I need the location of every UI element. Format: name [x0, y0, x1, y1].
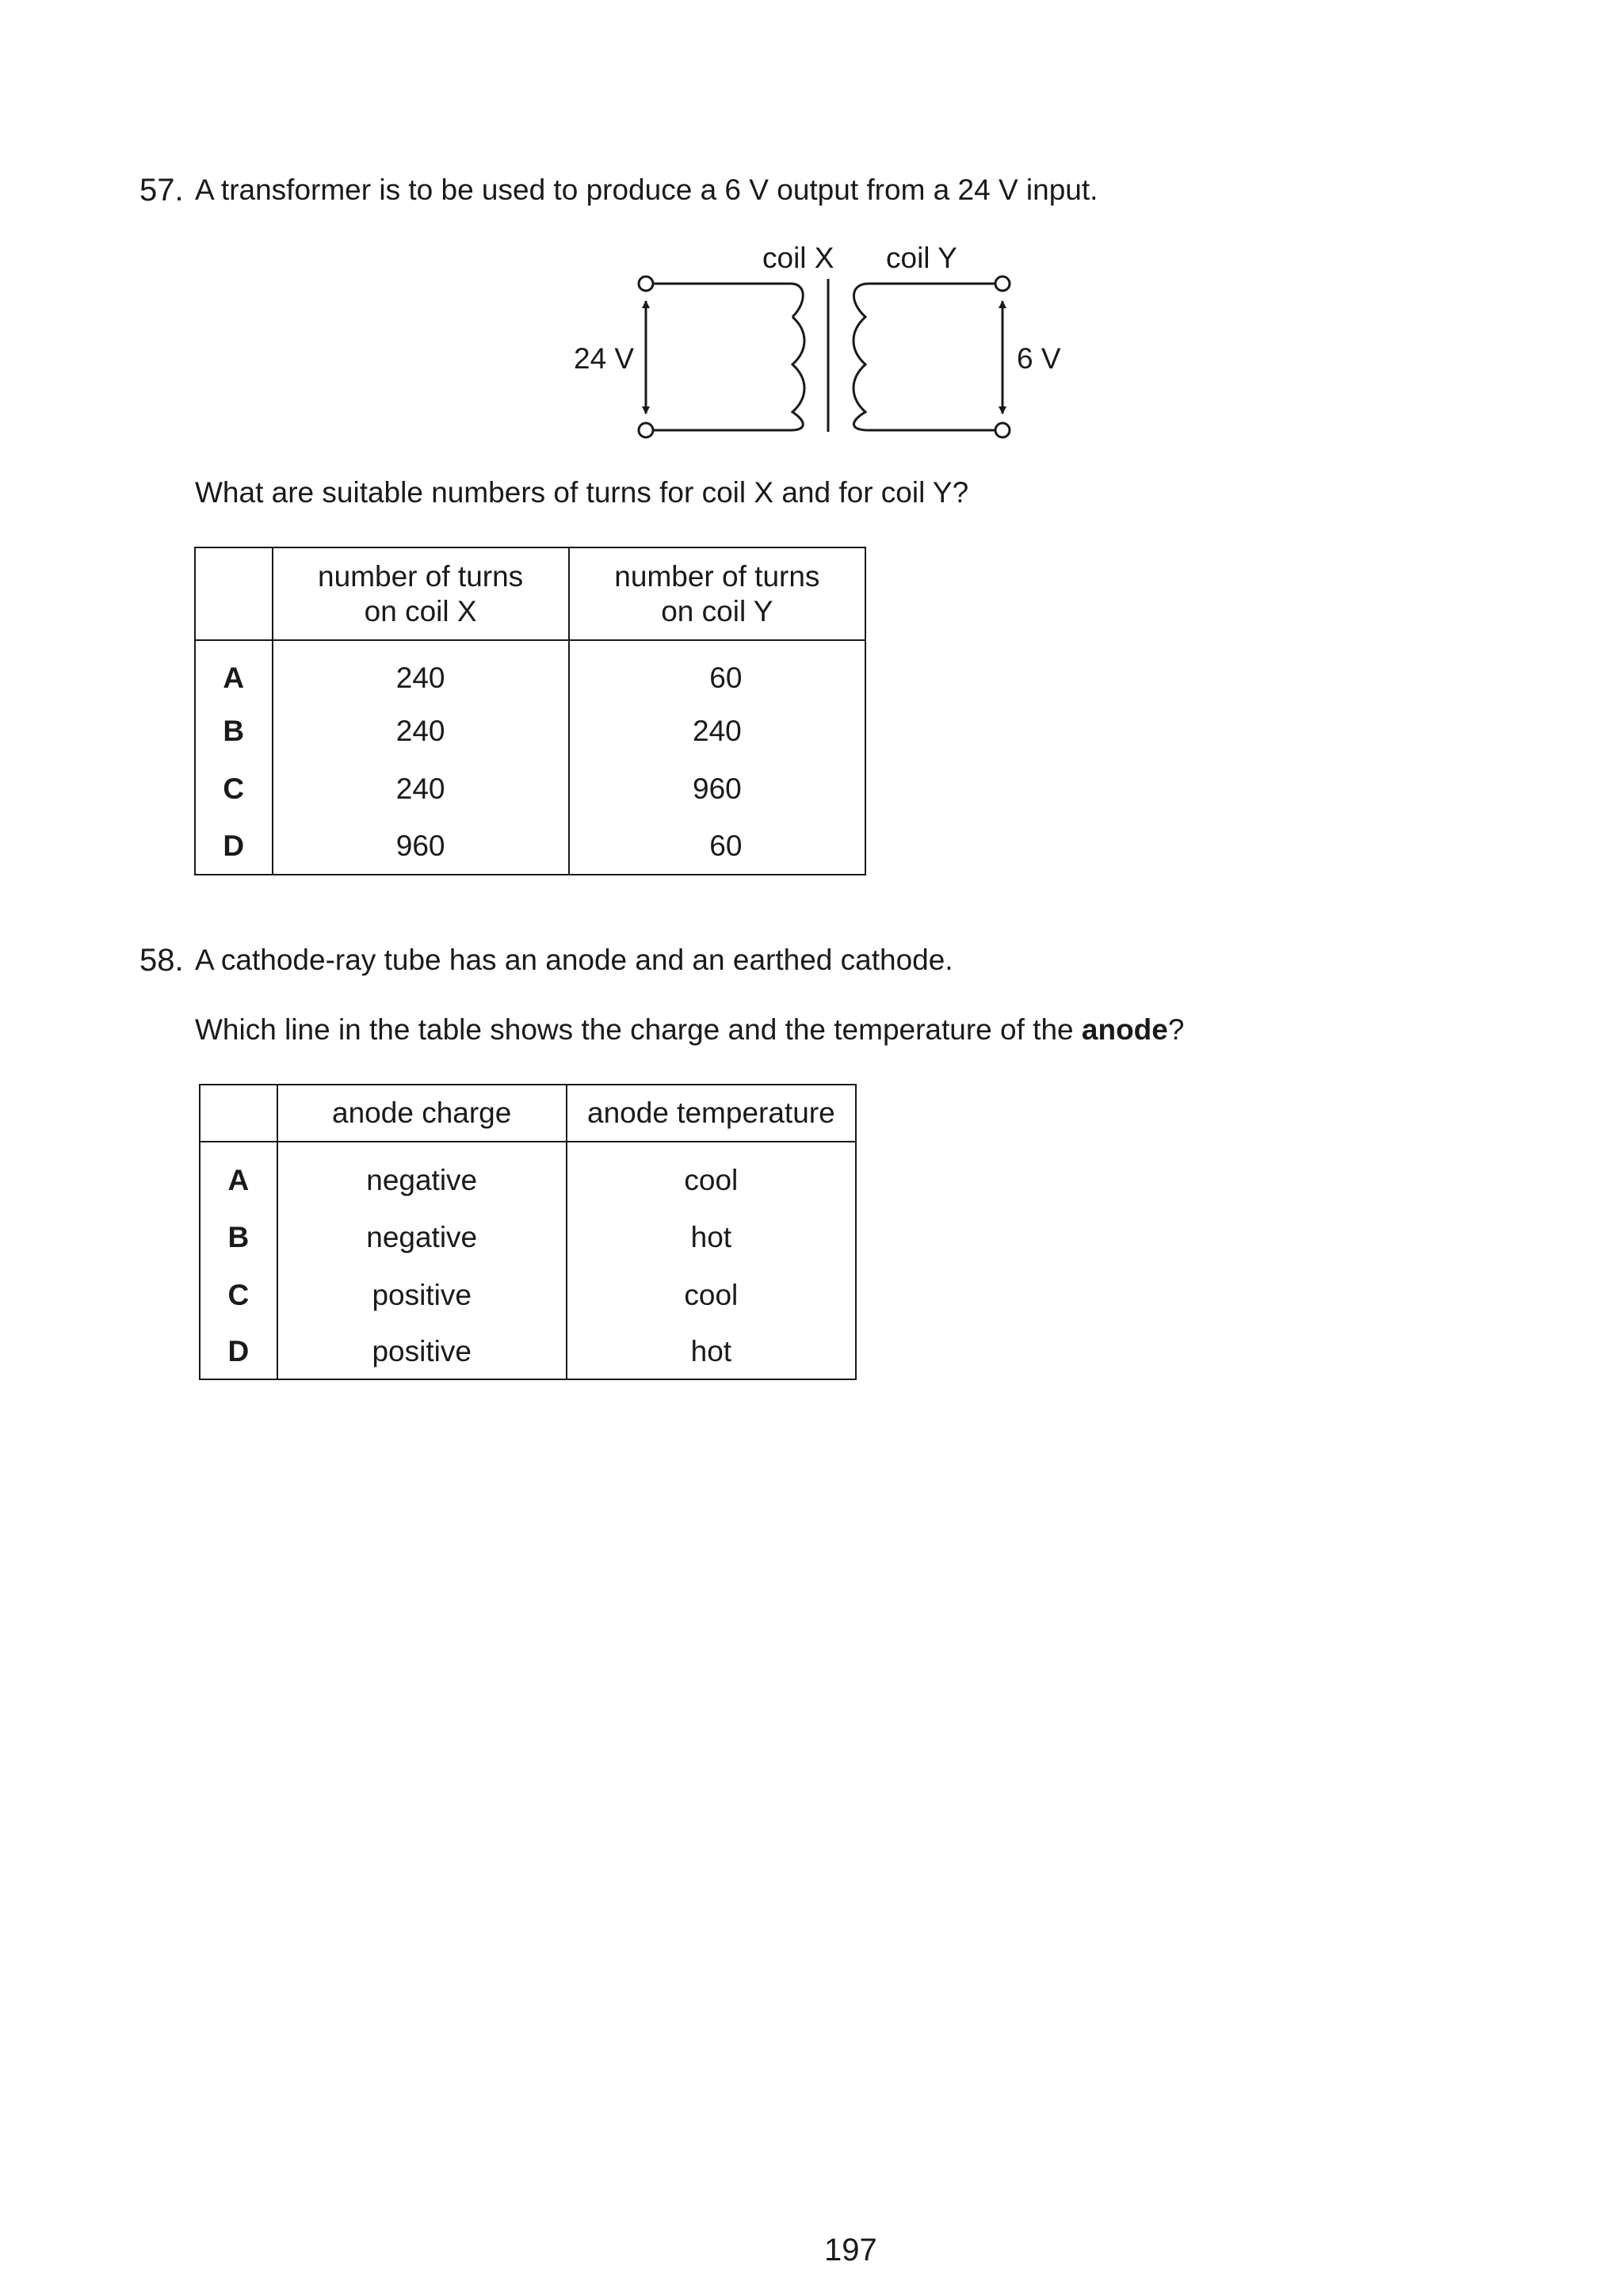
option-letter: C: [200, 1266, 277, 1324]
option-letter: D: [200, 1324, 277, 1379]
option-letter: B: [195, 702, 273, 760]
table-row: [195, 702, 865, 760]
question-58-prompt: [195, 1013, 1184, 1047]
anode-charge: positive: [277, 1266, 567, 1324]
table-row: [200, 1142, 856, 1208]
turns-coil-y: 240: [569, 702, 865, 760]
turns-coil-y: 60: [569, 640, 865, 702]
turns-coil-x: 240: [273, 702, 569, 760]
prompt-emphasis: anode: [1081, 1013, 1168, 1046]
table-row: [195, 640, 865, 702]
anode-temperature: hot: [567, 1208, 856, 1266]
empty-header-cell: [200, 1085, 277, 1142]
turns-coil-x: 960: [273, 818, 569, 875]
option-letter: A: [200, 1142, 277, 1208]
anode-charge: negative: [277, 1208, 567, 1266]
question-57-prompt: What are suitable numbers of turns for coil X and for coil Y?: [195, 476, 969, 509]
table-row: [200, 1208, 856, 1266]
anode-temperature: cool: [567, 1266, 856, 1324]
empty-header-cell: [195, 547, 273, 640]
table-header-row: [195, 547, 865, 640]
header-anode-charge: anode charge: [277, 1085, 567, 1142]
question-58-text: A cathode-ray tube has an anode and an earthed cathode.: [195, 944, 953, 976]
turns-coil-x: 240: [273, 760, 569, 818]
output-terminal-top: [995, 277, 1010, 291]
table-row: [195, 818, 865, 875]
table-row: [195, 760, 865, 818]
anode-charge: negative: [277, 1142, 567, 1208]
q58-answer-table: [199, 1084, 857, 1380]
option-letter: D: [195, 818, 273, 875]
coil-x-top-wire: [653, 284, 803, 317]
q57-answer-table: [194, 547, 866, 875]
prompt-end: ?: [1167, 1013, 1185, 1046]
coil-x-winding: [653, 317, 804, 430]
page-number: 197: [824, 2233, 877, 2267]
coil-y-winding: [854, 284, 995, 430]
coil-y-label: coil Y: [886, 242, 957, 274]
question-57-text: A transformer is to be used to produce a 6 V output from a 24 V input.: [195, 174, 1098, 206]
table-row: [200, 1266, 856, 1324]
option-letter: C: [195, 760, 273, 818]
output-terminal-bottom: [995, 423, 1010, 437]
option-letter: B: [200, 1208, 277, 1266]
coil-x-label: coil X: [762, 242, 834, 274]
turns-coil-x: 240: [273, 640, 569, 702]
turns-coil-y: 60: [569, 818, 865, 875]
input-voltage-label: 24 V: [574, 342, 635, 375]
option-letter: A: [195, 640, 273, 702]
prompt-start: Which line in the table shows the charge and the temperature of the: [195, 1013, 1082, 1046]
output-voltage-label: 6 V: [1017, 342, 1061, 375]
transformer-diagram: [555, 230, 1078, 460]
anode-charge: positive: [277, 1324, 567, 1379]
header-turns-coil-x: number of turns on coil X: [273, 547, 569, 640]
anode-temperature: cool: [567, 1142, 856, 1208]
anode-temperature: hot: [567, 1324, 856, 1379]
question-number-57: 57.: [139, 173, 184, 208]
question-number-58: 58.: [139, 943, 184, 978]
turns-coil-y: 960: [569, 760, 865, 818]
input-terminal-bottom: [639, 423, 653, 437]
input-terminal-top: [639, 277, 653, 291]
table-header-row: [200, 1085, 856, 1142]
header-anode-temperature: anode temperature: [567, 1085, 856, 1142]
table-row: [200, 1324, 856, 1379]
header-turns-coil-y: number of turns on coil Y: [569, 547, 865, 640]
